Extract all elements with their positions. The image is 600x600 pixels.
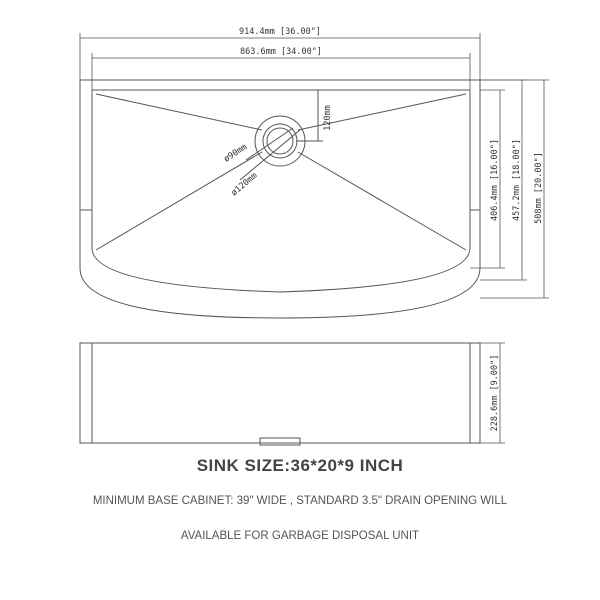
front-view <box>80 343 505 445</box>
front-view-outline <box>80 343 480 443</box>
drain-offset-label: 120mm <box>323 105 333 131</box>
drain-outer-dia-label: ø120mm <box>229 170 260 199</box>
sink-size-title: SINK SIZE:36*20*9 INCH <box>196 456 404 475</box>
disposal-note: AVAILABLE FOR GARBAGE DISPOSAL UNIT <box>180 530 420 542</box>
slope-line <box>96 152 262 250</box>
slope-line <box>298 152 466 250</box>
width-dimensions <box>80 33 480 90</box>
slope-line <box>96 94 262 130</box>
basin-outline <box>92 90 470 292</box>
drain-inner-dia-label: ø90mm <box>222 142 250 165</box>
cabinet-note: MINIMUM BASE CABINET: 39" WIDE , STANDARD 3.5" DRAIN OPENING WILL <box>92 495 508 507</box>
bowl-depth-label: 457.2mm [18.00"] <box>512 139 522 221</box>
inner-depth-label: 406.4mm [16.00"] <box>490 139 500 221</box>
top-view <box>80 80 480 318</box>
overall-width-label: 914.4mm [36.00"] <box>239 27 321 37</box>
drain-leader <box>240 130 300 180</box>
drain-stub <box>260 438 300 445</box>
overall-depth-label: 508mm [20.00"] <box>534 152 544 224</box>
front-height-label: 228.6mm [9.00"] <box>490 354 500 432</box>
drain-core-circle <box>267 128 293 154</box>
inner-width-label: 863.6mm [34.00"] <box>240 47 322 57</box>
